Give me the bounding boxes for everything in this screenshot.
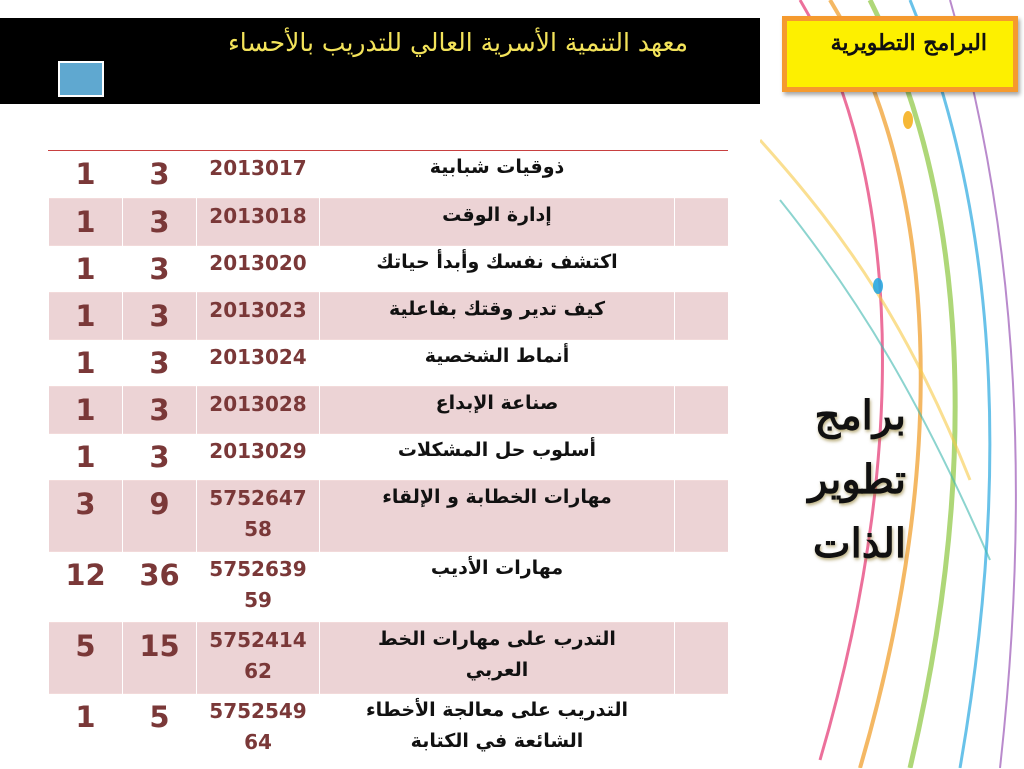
cell-credits: 3 — [123, 292, 197, 339]
cell-code: 575241462 — [197, 622, 320, 693]
cell-code: 2013029 — [197, 433, 320, 480]
table-row — [49, 245, 729, 292]
cell-code: 2013024 — [197, 339, 320, 386]
side-title-line: تطوير — [808, 456, 906, 503]
cell-program-name: التدرب على مهارات الخط العربي — [320, 622, 675, 693]
cell-code: 2013017 — [197, 151, 320, 198]
table-row — [49, 480, 729, 551]
cell-empty — [675, 622, 729, 693]
cell-credits: 15 — [123, 622, 197, 693]
side-title — [776, 384, 906, 576]
table-row — [49, 198, 729, 245]
cell-program-name: اكتشف نفسك وأبدأ حياتك — [320, 245, 675, 292]
cell-program-name: إدارة الوقت — [320, 198, 675, 245]
table-row — [49, 386, 729, 433]
table-row — [49, 551, 729, 622]
cell-empty — [675, 386, 729, 433]
cell-credits: 5 — [123, 693, 197, 769]
header-square-icon — [58, 61, 104, 97]
table-row — [49, 339, 729, 386]
cell-program-name: مهارات الخطابة و الإلقاء — [320, 480, 675, 551]
cell-code: 2013020 — [197, 245, 320, 292]
cell-program-name: كيف تدير وقتك بفاعلية — [320, 292, 675, 339]
cell-credits: 3 — [123, 151, 197, 198]
section-badge — [782, 16, 1018, 92]
header-bar — [0, 18, 760, 104]
table-row — [49, 693, 729, 769]
cell-hours: 1 — [49, 245, 123, 292]
cell-empty — [675, 480, 729, 551]
cell-code: 575264758 — [197, 480, 320, 551]
cell-program-name: ذوقيات شبابية — [320, 151, 675, 198]
cell-hours: 12 — [49, 551, 123, 622]
cell-empty — [675, 693, 729, 769]
cell-empty — [675, 339, 729, 386]
cell-empty — [675, 433, 729, 480]
cell-credits: 3 — [123, 339, 197, 386]
badge-label: البرامج التطويرية — [830, 30, 987, 56]
cell-hours: 1 — [49, 151, 123, 198]
cell-empty — [675, 292, 729, 339]
side-title-line: الذات — [812, 520, 906, 567]
cell-program-name: أسلوب حل المشكلات — [320, 433, 675, 480]
table-row — [49, 151, 729, 198]
table-row — [49, 292, 729, 339]
cell-hours: 1 — [49, 693, 123, 769]
cell-program-name: صناعة الإبداع — [320, 386, 675, 433]
table-row — [49, 433, 729, 480]
cell-hours: 1 — [49, 292, 123, 339]
cell-credits: 3 — [123, 245, 197, 292]
cell-program-name: مهارات الأديب — [320, 551, 675, 622]
cell-code: 575263959 — [197, 551, 320, 622]
cell-hours: 5 — [49, 622, 123, 693]
cell-empty — [675, 198, 729, 245]
cell-credits: 3 — [123, 198, 197, 245]
cell-empty — [675, 551, 729, 622]
cell-empty — [675, 151, 729, 198]
cell-credits: 9 — [123, 480, 197, 551]
cell-code: 2013028 — [197, 386, 320, 433]
cell-code: 2013018 — [197, 198, 320, 245]
table-row — [49, 622, 729, 693]
side-title-line: برامج — [814, 392, 906, 439]
cell-hours: 1 — [49, 339, 123, 386]
cell-code: 2013023 — [197, 292, 320, 339]
cell-program-name: التدريب على معالجة الأخطاء الشائعة في الكتابة — [320, 693, 675, 769]
cell-credits: 3 — [123, 386, 197, 433]
cell-hours: 1 — [49, 198, 123, 245]
cell-program-name: أنماط الشخصية — [320, 339, 675, 386]
cell-empty — [675, 245, 729, 292]
cell-credits: 3 — [123, 433, 197, 480]
cell-credits: 36 — [123, 551, 197, 622]
cell-hours: 1 — [49, 386, 123, 433]
institute-title: معهد التنمية الأسرية العالي للتدريب بالأحساء — [228, 28, 688, 57]
cell-hours: 3 — [49, 480, 123, 551]
cell-hours: 1 — [49, 433, 123, 480]
programs-table — [48, 150, 728, 769]
cell-code: 575254964 — [197, 693, 320, 769]
